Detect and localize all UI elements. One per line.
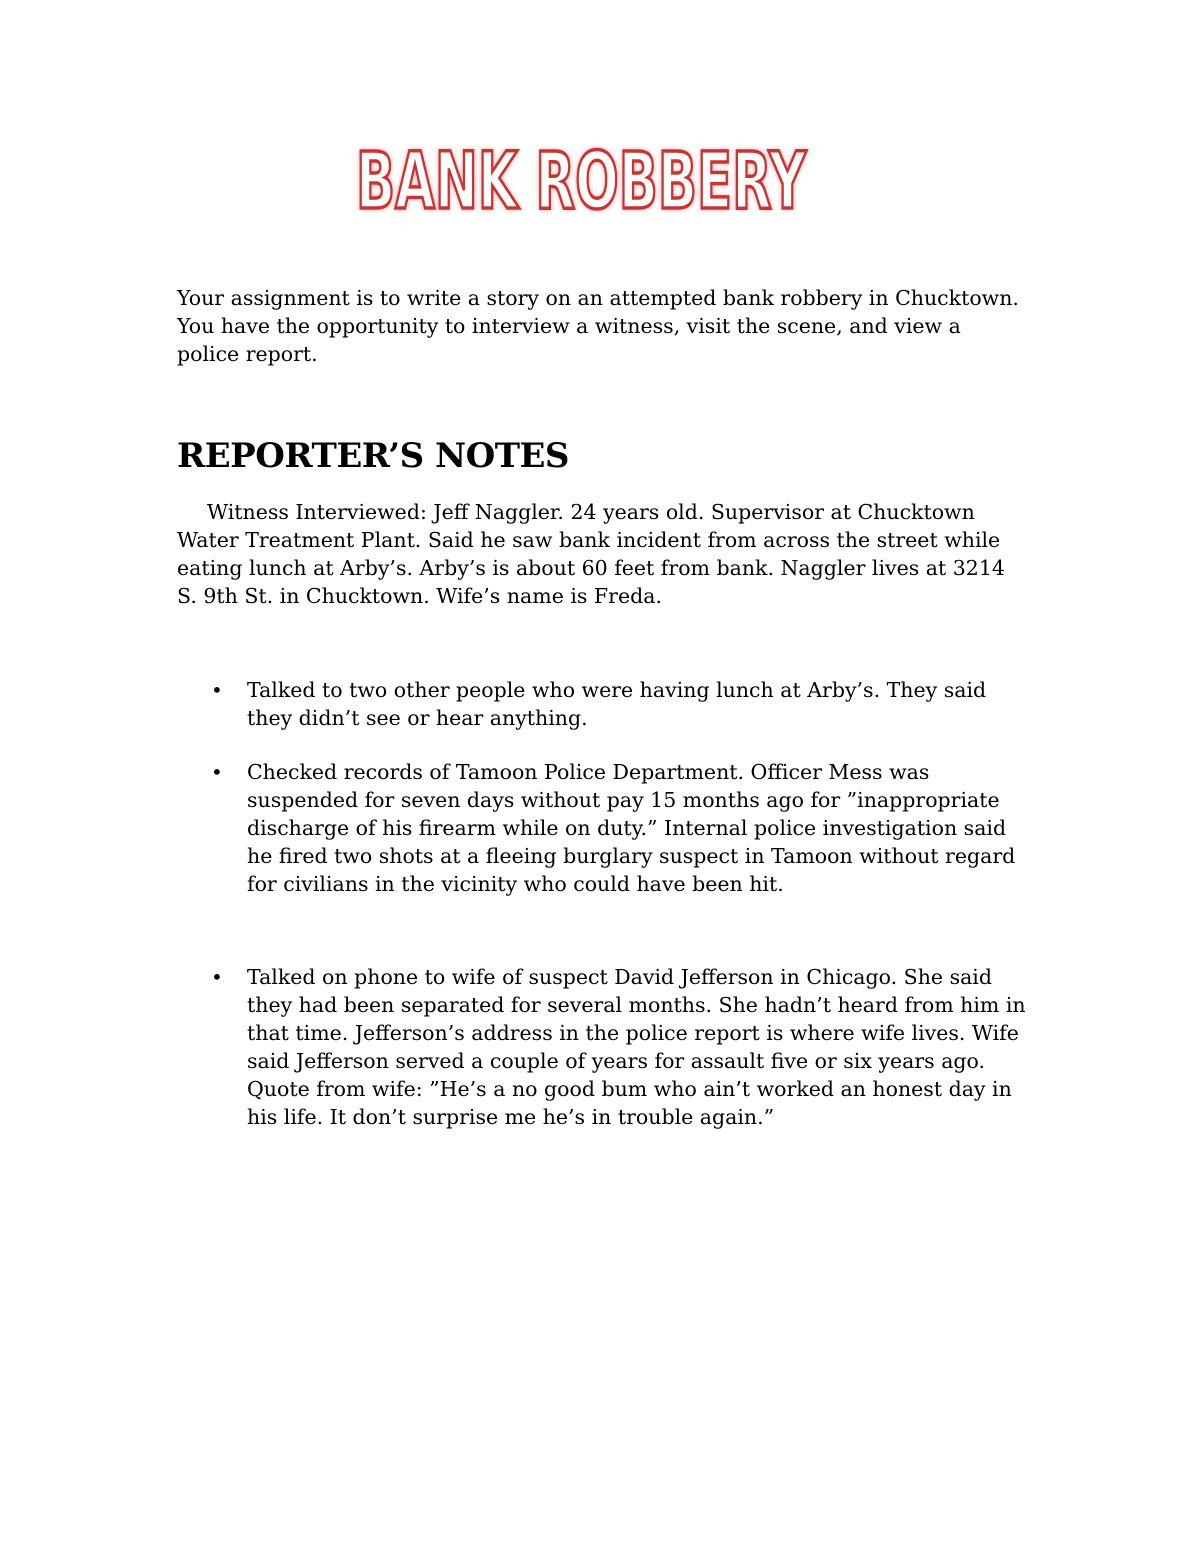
bullet-icon: •	[211, 678, 223, 702]
title-wordart	[346, 128, 816, 228]
assignment-intro: Your assignment is to write a story on an attempted bank robbery in Chucktown. You have the opportunity to interview a witness, visit the scene, and view a police report.	[177, 286, 1019, 366]
bullet-icon: •	[211, 965, 223, 989]
section-heading: REPORTER’S NOTES	[177, 436, 569, 476]
list-item-text: Talked to two other people who were having lunch at Arby’s. They said they didn’t see or hear anything.	[247, 678, 987, 730]
title-svg	[346, 128, 816, 228]
list-item-text: Talked on phone to wife of suspect David Jefferson in Chicago. She said they had been separated for several months. She hadn’t heard from him in that time. Jefferson’s address in the police report is where wife lives. Wife said Jefferson served a couple of years for assault five or six years ago. Quote from wife: ”He’s a no good bum who ain’t worked an honest day in his life. It don’t surprise me he’s in trouble again.”	[247, 965, 1026, 1129]
witness-paragraph: Witness Interviewed: Jeff Naggler. 24 years old. Supervisor at Chucktown Water Treatment Plant. Said he saw bank incident from across the street while eating lunch at Arby’s. Arby’s is about 60 feet from bank. Naggler lives at 3214 S. 9th St. in Chucktown. Wife’s name is Freda.	[177, 500, 1005, 608]
list-item-text: Checked records of Tamoon Police Department. Officer Mess was suspended for seven days without pay 15 months ago for ”inappropriate discharge of his firearm while on duty.” Internal police investigation said he fired two shots at a fleeing burglary suspect in Tamoon without regard for civilians in the vicinity who could have been hit.	[247, 760, 1016, 896]
page-title: BANK ROBBERY	[356, 137, 807, 227]
bullet-icon: •	[211, 760, 223, 784]
